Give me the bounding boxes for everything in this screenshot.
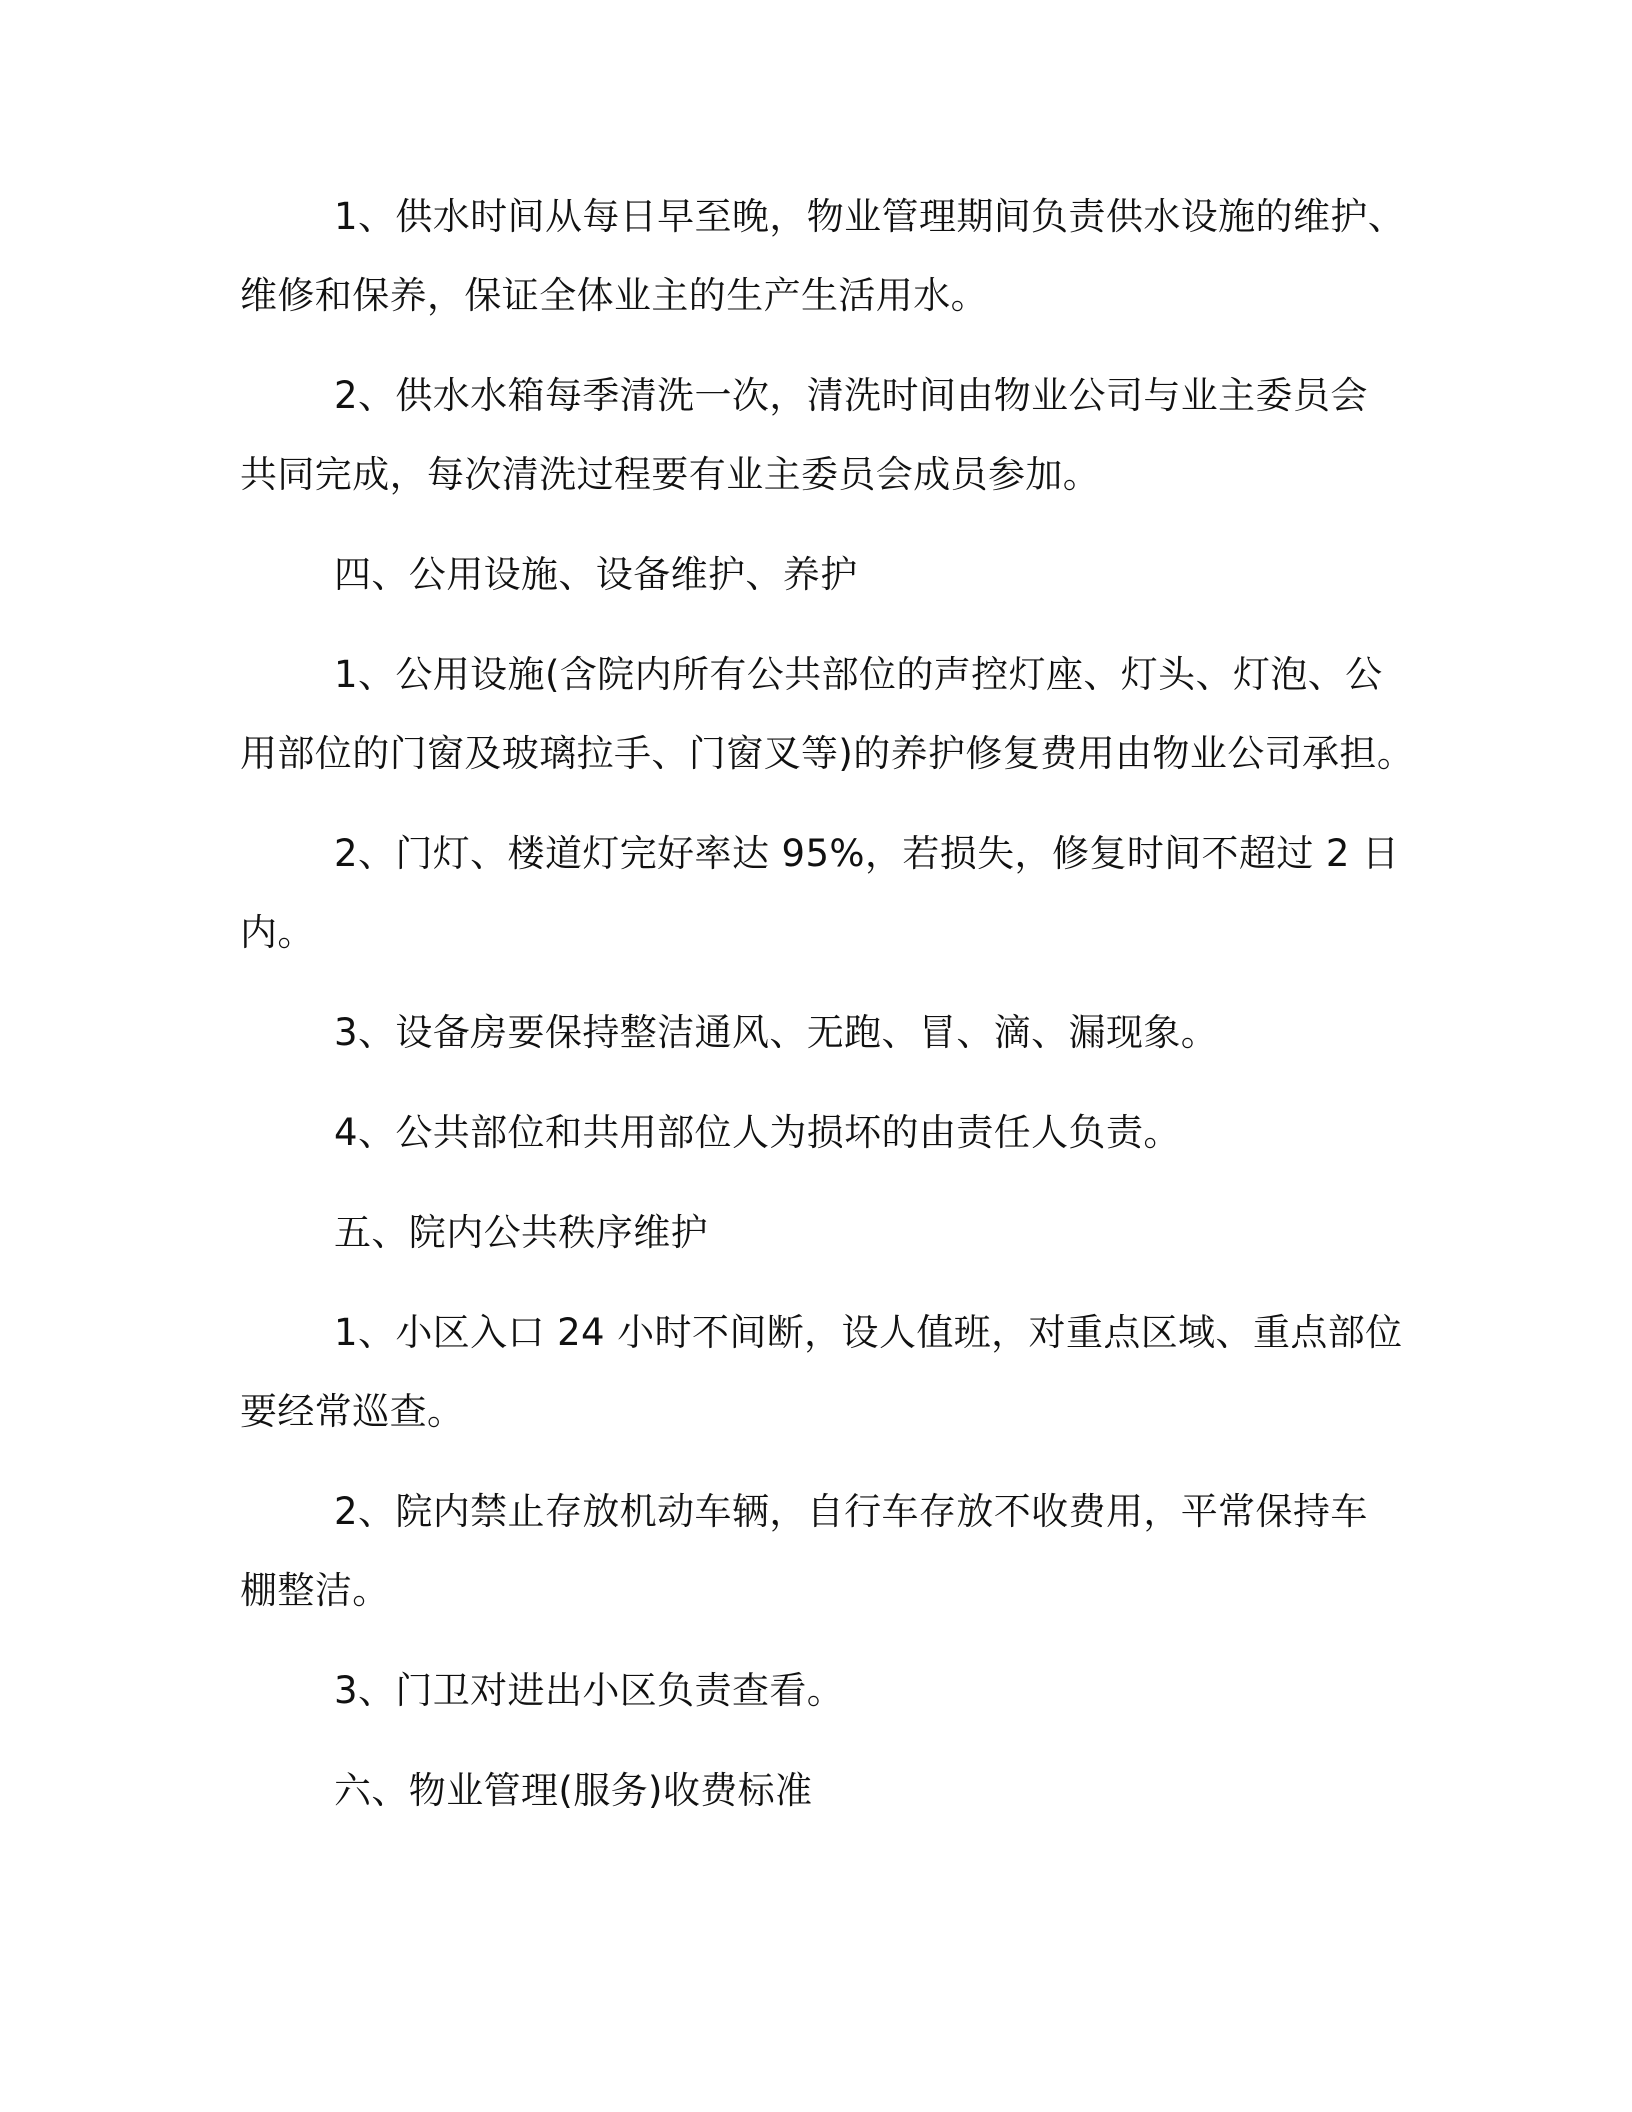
paragraph-water-tank-cleaning-line-2: 共同完成，每次清洗过程要有业主委员会成员参加。 [240,453,1101,496]
paragraph-water-supply-time-line-1: 1、供水时间从每日早至晚，物业管理期间负责供水设施的维护、 [334,195,1406,238]
section-heading-five: 五、院内公共秩序维护 [334,1211,708,1254]
paragraph-public-facilities-line-2: 用部位的门窗及玻璃拉手、门窗叉等)的养护修复费用由物业公司承担。 [240,732,1415,775]
paragraph-lights-line-1: 2、门灯、楼道灯完好率达 95%，若损失，修复时间不超过 2 日 [334,832,1400,875]
paragraph-vehicle-parking-line-1: 2、院内禁止存放机动车辆，自行车存放不收费用，平常保持车 [334,1490,1368,1533]
paragraph-damage-responsibility: 4、公共部位和共用部位人为损坏的由责任人负责。 [334,1111,1181,1154]
paragraph-equipment-room: 3、设备房要保持整洁通风、无跑、冒、滴、漏现象。 [334,1011,1219,1054]
paragraph-vehicle-parking-line-2: 棚整洁。 [240,1569,390,1612]
paragraph-water-supply-time-line-2: 维修和保养，保证全体业主的生产生活用水。 [240,274,988,317]
paragraph-entrance-guard-line-1: 1、小区入口 24 小时不间断，设人值班，对重点区域、重点部位 [334,1311,1403,1354]
paragraph-lights-line-2: 内。 [240,911,315,954]
paragraph-gatekeeper: 3、门卫对进出小区负责查看。 [334,1669,845,1712]
paragraph-entrance-guard-line-2: 要经常巡查。 [240,1390,465,1433]
section-heading-four: 四、公用设施、设备维护、养护 [334,553,858,596]
section-heading-six: 六、物业管理(服务)收费标准 [334,1769,813,1812]
paragraph-water-tank-cleaning-line-1: 2、供水水箱每季清洗一次，清洗时间由物业公司与业主委员会 [334,374,1368,417]
paragraph-public-facilities-line-1: 1、公用设施(含院内所有公共部位的声控灯座、灯头、灯泡、公 [334,653,1383,696]
